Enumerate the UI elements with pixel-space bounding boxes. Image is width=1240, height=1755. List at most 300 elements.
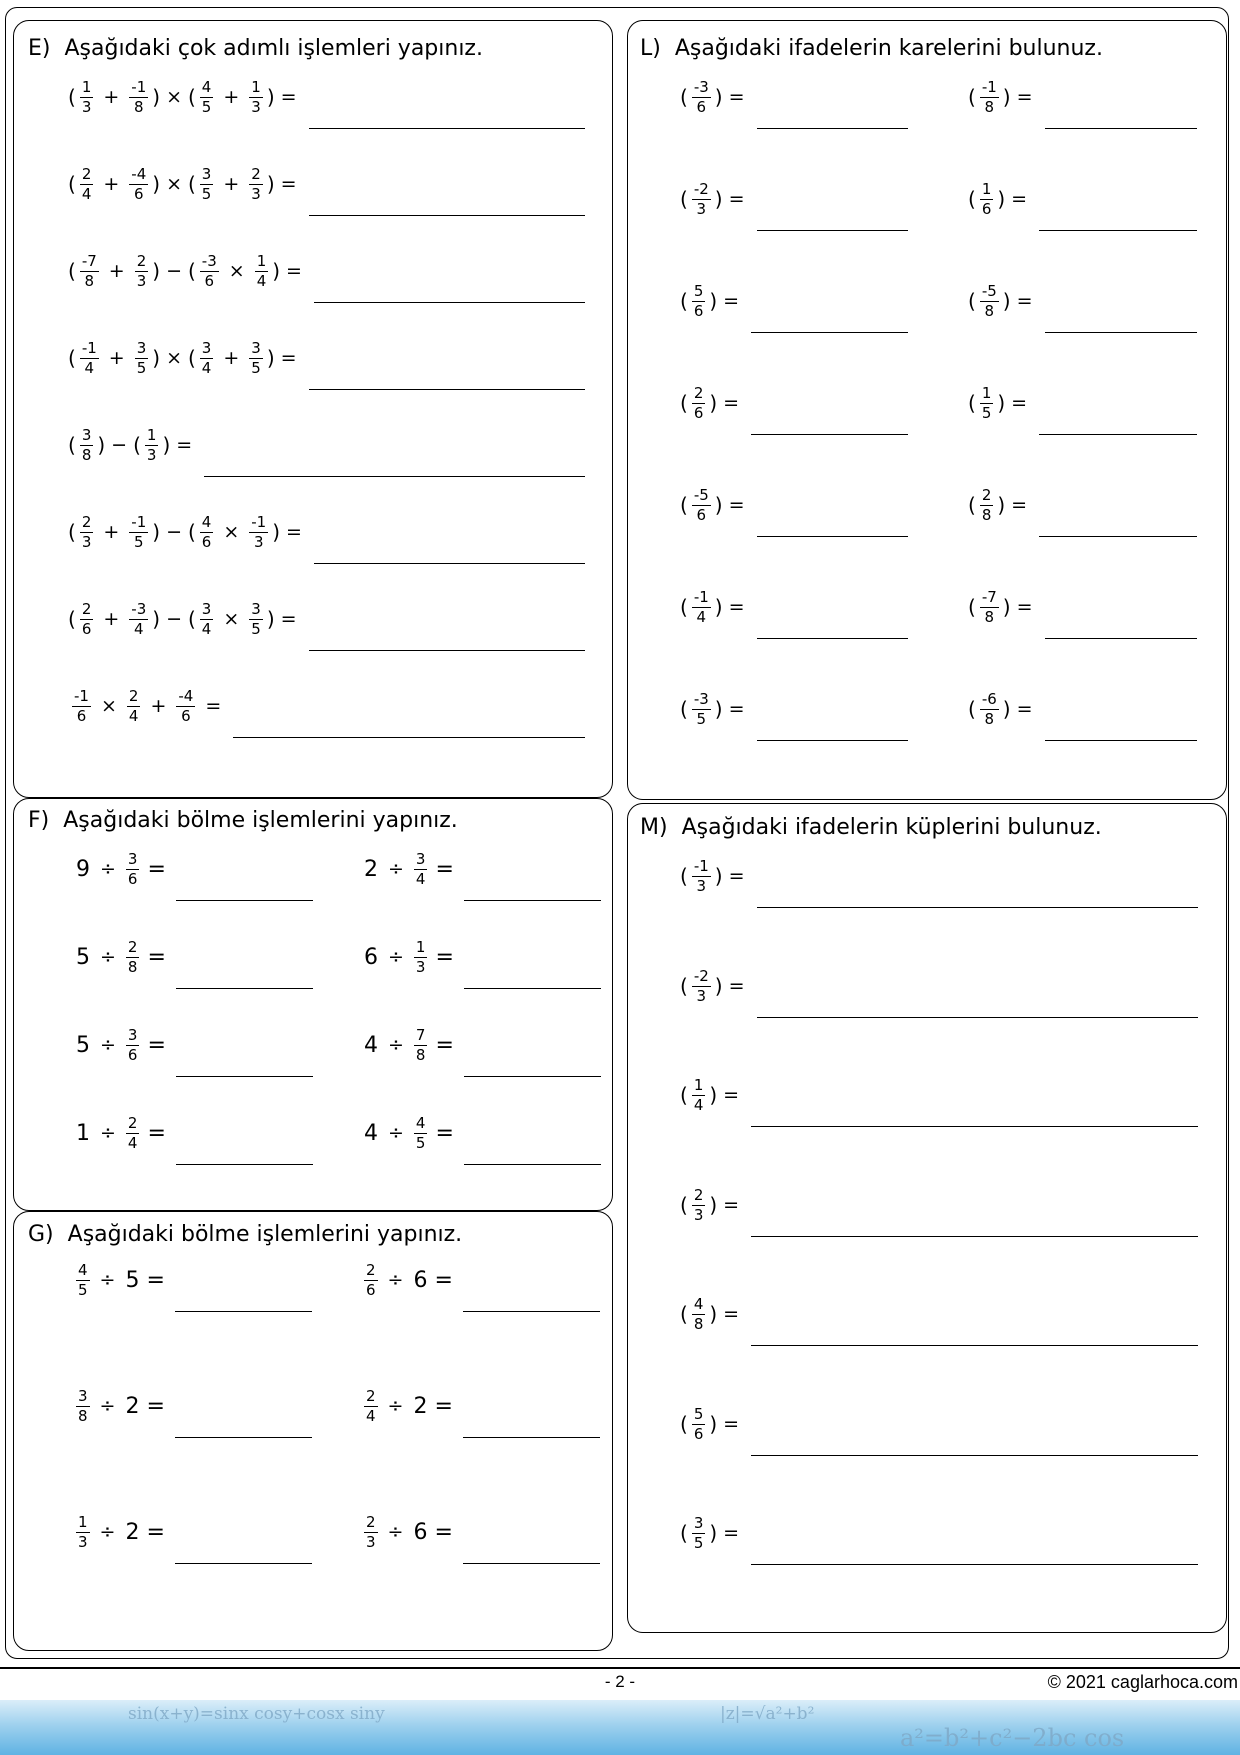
- number: 5 =: [125, 1267, 165, 1293]
- expression: [360, 1371, 457, 1441]
- parenthesis: (: [968, 391, 976, 415]
- parenthesis: (: [968, 187, 976, 211]
- number: 6 =: [413, 1519, 453, 1545]
- denominator: 3: [81, 97, 92, 116]
- answer-line[interactable]: [751, 1126, 1198, 1127]
- parenthesis: ): [709, 1412, 718, 1436]
- denominator: 6: [181, 706, 191, 725]
- numerator: 3: [201, 338, 212, 357]
- answer-line[interactable]: [463, 1311, 600, 1312]
- fraction: [249, 166, 263, 203]
- parenthesis: (: [68, 607, 76, 631]
- answer-line[interactable]: [314, 302, 585, 303]
- parenthesis: ): [709, 1193, 718, 1217]
- operator: +: [103, 608, 120, 630]
- parenthesis: ): [272, 259, 281, 283]
- footer-banner: [0, 1700, 1240, 1755]
- numerator: 1: [981, 383, 992, 402]
- number: 1: [76, 1120, 90, 1146]
- expression: [680, 1060, 745, 1130]
- answer-line[interactable]: [757, 740, 908, 741]
- number: 2 =: [125, 1519, 165, 1545]
- numerator: 2: [136, 251, 147, 270]
- parenthesis: ): [714, 864, 723, 888]
- fraction: [249, 79, 263, 116]
- answer-line[interactable]: [309, 650, 585, 651]
- fraction: [249, 514, 268, 551]
- denominator: 5: [693, 1533, 704, 1552]
- operator: =: [728, 698, 745, 720]
- parenthesis: (: [680, 289, 688, 313]
- numerator: -1: [131, 77, 147, 96]
- denominator: 6: [693, 403, 704, 422]
- fraction: [127, 688, 141, 725]
- parenthesis: (: [133, 433, 141, 457]
- numerator: 2: [693, 383, 704, 402]
- parenthesis: ): [266, 172, 275, 196]
- fraction: [126, 851, 140, 888]
- operator: ÷: [99, 1269, 116, 1291]
- numerator: -3: [693, 77, 709, 96]
- numerator: 2: [81, 512, 92, 531]
- expression: [360, 922, 458, 992]
- answer-line[interactable]: [751, 1236, 1198, 1237]
- expression: [360, 1010, 458, 1080]
- operator: =: [728, 86, 745, 108]
- expression: [360, 834, 458, 904]
- answer-line[interactable]: [757, 907, 1198, 908]
- fraction: [692, 1077, 706, 1114]
- fraction: [692, 283, 706, 320]
- denominator: 8: [693, 1314, 704, 1333]
- section-l-heading: [640, 36, 1103, 61]
- expression: [680, 164, 751, 234]
- parenthesis: (: [680, 595, 688, 619]
- numerator: 4: [415, 1113, 426, 1132]
- answer-line[interactable]: [175, 1311, 312, 1312]
- fraction: [135, 253, 149, 290]
- answer-line[interactable]: [176, 1076, 313, 1077]
- numerator: 3: [81, 425, 92, 444]
- number: =: [147, 1120, 166, 1146]
- fraction: [200, 166, 214, 203]
- denominator: 4: [201, 619, 212, 638]
- answer-line[interactable]: [751, 332, 908, 333]
- number: =: [435, 1032, 454, 1058]
- parenthesis: ): [272, 520, 281, 544]
- fraction: [249, 340, 263, 377]
- answer-line[interactable]: [1039, 536, 1197, 537]
- denominator: 3: [366, 1532, 376, 1551]
- number: 4: [364, 1032, 378, 1058]
- parenthesis: (: [68, 346, 76, 370]
- operator: =: [1016, 86, 1033, 108]
- parenthesis: ): [997, 493, 1006, 517]
- operator: =: [1011, 494, 1028, 516]
- fraction: [980, 181, 994, 218]
- operator: ×: [166, 347, 182, 369]
- parenthesis: (: [968, 85, 976, 109]
- numerator: 1: [256, 251, 267, 270]
- denominator: 4: [127, 1133, 138, 1152]
- fraction: [145, 427, 159, 464]
- parenthesis: ): [152, 85, 161, 109]
- answer-line[interactable]: [233, 737, 585, 738]
- parenthesis: (: [68, 433, 76, 457]
- numerator: 2: [127, 937, 138, 956]
- answer-line[interactable]: [1045, 128, 1197, 129]
- section-m-heading: [640, 815, 1102, 840]
- denominator: 8: [84, 271, 95, 290]
- number: 6 =: [413, 1267, 453, 1293]
- operator: ÷: [99, 1521, 116, 1543]
- expression: [680, 951, 751, 1021]
- number: 9: [76, 856, 90, 882]
- number: 6: [364, 944, 378, 970]
- answer-line[interactable]: [757, 638, 908, 639]
- answer-line[interactable]: [175, 1437, 312, 1438]
- operator: ×: [100, 695, 117, 717]
- expression: [968, 266, 1039, 336]
- operator: =: [723, 392, 740, 414]
- fraction: [414, 851, 428, 888]
- numerator: -2: [693, 966, 709, 985]
- parenthesis: (: [680, 864, 688, 888]
- denominator: 5: [251, 358, 261, 377]
- answer-line[interactable]: [176, 988, 313, 989]
- parenthesis: (: [68, 520, 76, 544]
- parenthesis: (: [968, 289, 976, 313]
- parenthesis: (: [187, 172, 196, 196]
- operator: =: [723, 1194, 740, 1216]
- answer-line[interactable]: [757, 128, 908, 129]
- numerator: 3: [251, 599, 261, 618]
- number: 2 =: [125, 1393, 165, 1419]
- numerator: -1: [981, 77, 997, 96]
- fraction: [200, 514, 214, 551]
- parenthesis: ): [152, 259, 161, 283]
- fraction: [980, 385, 994, 422]
- fraction: [129, 601, 148, 638]
- banner-formula: a²=b²+c²−2bc cos: [900, 1724, 1125, 1752]
- fraction: [80, 514, 94, 551]
- numerator: -5: [981, 281, 997, 300]
- fraction: [364, 1262, 378, 1299]
- parenthesis: (: [680, 1193, 688, 1217]
- fraction: [692, 1406, 706, 1443]
- fraction: [692, 691, 711, 728]
- operator: ÷: [99, 1395, 116, 1417]
- parenthesis: (: [187, 259, 196, 283]
- denominator: 8: [127, 957, 138, 976]
- answer-line[interactable]: [309, 389, 585, 390]
- denominator: 8: [81, 445, 92, 464]
- numerator: 2: [366, 1260, 376, 1279]
- answer-line[interactable]: [751, 1564, 1198, 1565]
- section-letter: G): [28, 1222, 54, 1247]
- numerator: 1: [981, 179, 992, 198]
- number: 2 =: [413, 1393, 453, 1419]
- numerator: 3: [78, 1386, 88, 1405]
- answer-line[interactable]: [1045, 332, 1197, 333]
- denominator: 3: [696, 986, 707, 1005]
- denominator: 4: [201, 358, 212, 377]
- expression: [968, 674, 1039, 744]
- parenthesis: (: [680, 697, 688, 721]
- numerator: 1: [146, 425, 157, 444]
- parenthesis: ): [997, 391, 1006, 415]
- denominator: 8: [981, 505, 992, 524]
- operator: =: [723, 1084, 740, 1106]
- denominator: 6: [81, 619, 92, 638]
- denominator: 4: [133, 619, 144, 638]
- section-letter: M): [640, 815, 668, 840]
- expression: [68, 410, 198, 480]
- section-letter: F): [28, 808, 50, 833]
- expression: [680, 470, 751, 540]
- operator: =: [1016, 698, 1033, 720]
- denominator: 6: [693, 1424, 704, 1443]
- expression: [72, 922, 170, 992]
- parenthesis: ): [709, 1521, 718, 1545]
- fraction: [200, 601, 214, 638]
- answer-line[interactable]: [463, 1437, 600, 1438]
- answer-line[interactable]: [757, 230, 908, 231]
- expression: [360, 1098, 458, 1168]
- operator: ×: [166, 86, 182, 108]
- numerator: 2: [981, 485, 992, 504]
- answer-line[interactable]: [751, 434, 908, 435]
- numerator: 4: [201, 512, 212, 531]
- numerator: 3: [136, 338, 147, 357]
- operator: =: [723, 1303, 740, 1325]
- denominator: 3: [251, 97, 261, 116]
- fraction: [80, 79, 94, 116]
- parenthesis: ): [1002, 697, 1011, 721]
- numerator: 5: [693, 1404, 704, 1423]
- expression: [680, 1170, 745, 1240]
- denominator: 4: [256, 271, 267, 290]
- parenthesis: ): [266, 346, 275, 370]
- answer-line[interactable]: [176, 900, 313, 901]
- denominator: 3: [696, 876, 707, 895]
- answer-line[interactable]: [175, 1563, 312, 1564]
- expression: [680, 1279, 745, 1349]
- parenthesis: ): [714, 697, 723, 721]
- answer-line[interactable]: [176, 1164, 313, 1165]
- section-f-heading: [28, 808, 458, 833]
- numerator: -1: [74, 686, 89, 705]
- answer-line[interactable]: [309, 215, 585, 216]
- section-title: Aşağıdaki bölme işlemlerini yapınız.: [67, 1222, 463, 1247]
- denominator: 3: [146, 445, 157, 464]
- fraction: [249, 601, 263, 638]
- operator: −: [166, 260, 182, 282]
- operator: ×: [228, 260, 245, 282]
- operator: ÷: [100, 1122, 116, 1144]
- operator: +: [103, 86, 120, 108]
- denominator: 4: [81, 184, 92, 203]
- footer-rule: [0, 1667, 1240, 1669]
- parenthesis: ): [1002, 85, 1011, 109]
- operator: +: [108, 260, 125, 282]
- expression: [968, 164, 1033, 234]
- expression: [360, 1245, 457, 1315]
- expression: [72, 1497, 169, 1567]
- numerator: 3: [693, 1513, 704, 1532]
- numerator: 4: [693, 1294, 704, 1313]
- number: =: [435, 944, 454, 970]
- operator: =: [280, 86, 297, 108]
- answer-line[interactable]: [309, 128, 585, 129]
- fraction: [980, 691, 999, 728]
- answer-line[interactable]: [1039, 230, 1197, 231]
- number: =: [435, 856, 454, 882]
- operator: =: [280, 608, 297, 630]
- parenthesis: ): [97, 433, 106, 457]
- fraction: [255, 253, 269, 290]
- operator: +: [108, 347, 125, 369]
- fraction: [364, 1514, 378, 1551]
- parenthesis: ): [709, 1302, 718, 1326]
- numerator: 2: [81, 164, 92, 183]
- operator: ÷: [388, 946, 404, 968]
- denominator: 6: [201, 532, 212, 551]
- denominator: 4: [366, 1406, 376, 1425]
- expression: [68, 323, 303, 393]
- operator: ÷: [100, 858, 116, 880]
- answer-line[interactable]: [751, 1455, 1198, 1456]
- numerator: -1: [251, 512, 267, 531]
- fraction: [414, 1115, 428, 1152]
- denominator: 6: [696, 505, 707, 524]
- operator: =: [723, 1413, 740, 1435]
- operator: ×: [223, 608, 240, 630]
- section-title: Aşağıdaki bölme işlemlerini yapınız.: [63, 808, 458, 833]
- parenthesis: ): [152, 520, 161, 544]
- parenthesis: ): [997, 187, 1006, 211]
- expression: [72, 834, 170, 904]
- fraction: [72, 688, 91, 725]
- operator: =: [723, 1522, 740, 1544]
- copyright: © 2021 caglarhoca.com: [1047, 1672, 1238, 1692]
- denominator: 5: [981, 403, 992, 422]
- operator: +: [103, 173, 120, 195]
- numerator: -7: [81, 251, 97, 270]
- expression: [68, 497, 308, 567]
- expression: [680, 368, 745, 438]
- numerator: 2: [127, 1113, 138, 1132]
- answer-line[interactable]: [1045, 740, 1197, 741]
- operator: =: [723, 290, 740, 312]
- answer-line[interactable]: [1045, 638, 1197, 639]
- number: 4: [364, 1120, 378, 1146]
- operator: ÷: [388, 1122, 404, 1144]
- fraction: [126, 939, 140, 976]
- answer-line[interactable]: [464, 900, 601, 901]
- numerator: 4: [201, 77, 212, 96]
- denominator: 5: [133, 532, 144, 551]
- answer-line[interactable]: [204, 476, 585, 477]
- parenthesis: (: [968, 493, 976, 517]
- operator: =: [728, 596, 745, 618]
- answer-line[interactable]: [464, 988, 601, 989]
- fraction: [692, 1187, 706, 1224]
- page-number: - 2 -: [604, 1672, 636, 1691]
- answer-line[interactable]: [751, 1345, 1198, 1346]
- operator: =: [728, 975, 745, 997]
- denominator: 4: [696, 607, 707, 626]
- numerator: -2: [693, 179, 709, 198]
- answer-line[interactable]: [463, 1563, 600, 1564]
- operator: ÷: [387, 1269, 404, 1291]
- numerator: 7: [415, 1025, 426, 1044]
- expression: [680, 62, 751, 132]
- fraction: [126, 1027, 140, 1064]
- expression: [68, 149, 303, 219]
- expression: [680, 1389, 745, 1459]
- expression: [680, 1498, 745, 1568]
- numerator: 3: [415, 849, 426, 868]
- answer-line[interactable]: [757, 536, 908, 537]
- parenthesis: ): [1002, 595, 1011, 619]
- parenthesis: (: [680, 493, 688, 517]
- numerator: 1: [78, 1512, 88, 1531]
- fraction: [692, 1296, 706, 1333]
- fraction: [76, 1262, 90, 1299]
- operator: −: [166, 608, 182, 630]
- answer-line[interactable]: [464, 1076, 601, 1077]
- parenthesis: (: [680, 974, 688, 998]
- numerator: -1: [693, 587, 709, 606]
- operator: +: [223, 347, 240, 369]
- fraction: [129, 79, 148, 116]
- denominator: 8: [415, 1045, 426, 1064]
- parenthesis: ): [152, 346, 161, 370]
- numerator: 2: [693, 1185, 704, 1204]
- numerator: 1: [81, 77, 92, 96]
- numerator: 3: [127, 849, 138, 868]
- fraction: [200, 79, 214, 116]
- fraction: [692, 385, 706, 422]
- denominator: 3: [251, 184, 261, 203]
- operator: =: [286, 260, 302, 282]
- operator: =: [1016, 596, 1033, 618]
- numerator: 2: [366, 1512, 376, 1531]
- numerator: 3: [251, 338, 261, 357]
- answer-line[interactable]: [314, 563, 585, 564]
- parenthesis: (: [68, 85, 76, 109]
- answer-line[interactable]: [1039, 434, 1197, 435]
- expression: [968, 470, 1033, 540]
- denominator: 6: [366, 1280, 376, 1299]
- fraction: [692, 79, 711, 116]
- answer-line[interactable]: [757, 1017, 1198, 1018]
- fraction: [692, 181, 711, 218]
- numerator: -4: [178, 686, 194, 705]
- fraction: [80, 427, 94, 464]
- expression: [72, 1010, 170, 1080]
- fraction: [414, 1027, 428, 1064]
- number: =: [435, 1120, 454, 1146]
- numerator: 2: [81, 599, 92, 618]
- fraction: [80, 253, 99, 290]
- answer-line[interactable]: [464, 1164, 601, 1165]
- fraction: [692, 589, 711, 626]
- fraction: [76, 1388, 90, 1425]
- numerator: -3: [201, 251, 217, 270]
- parenthesis: (: [187, 520, 196, 544]
